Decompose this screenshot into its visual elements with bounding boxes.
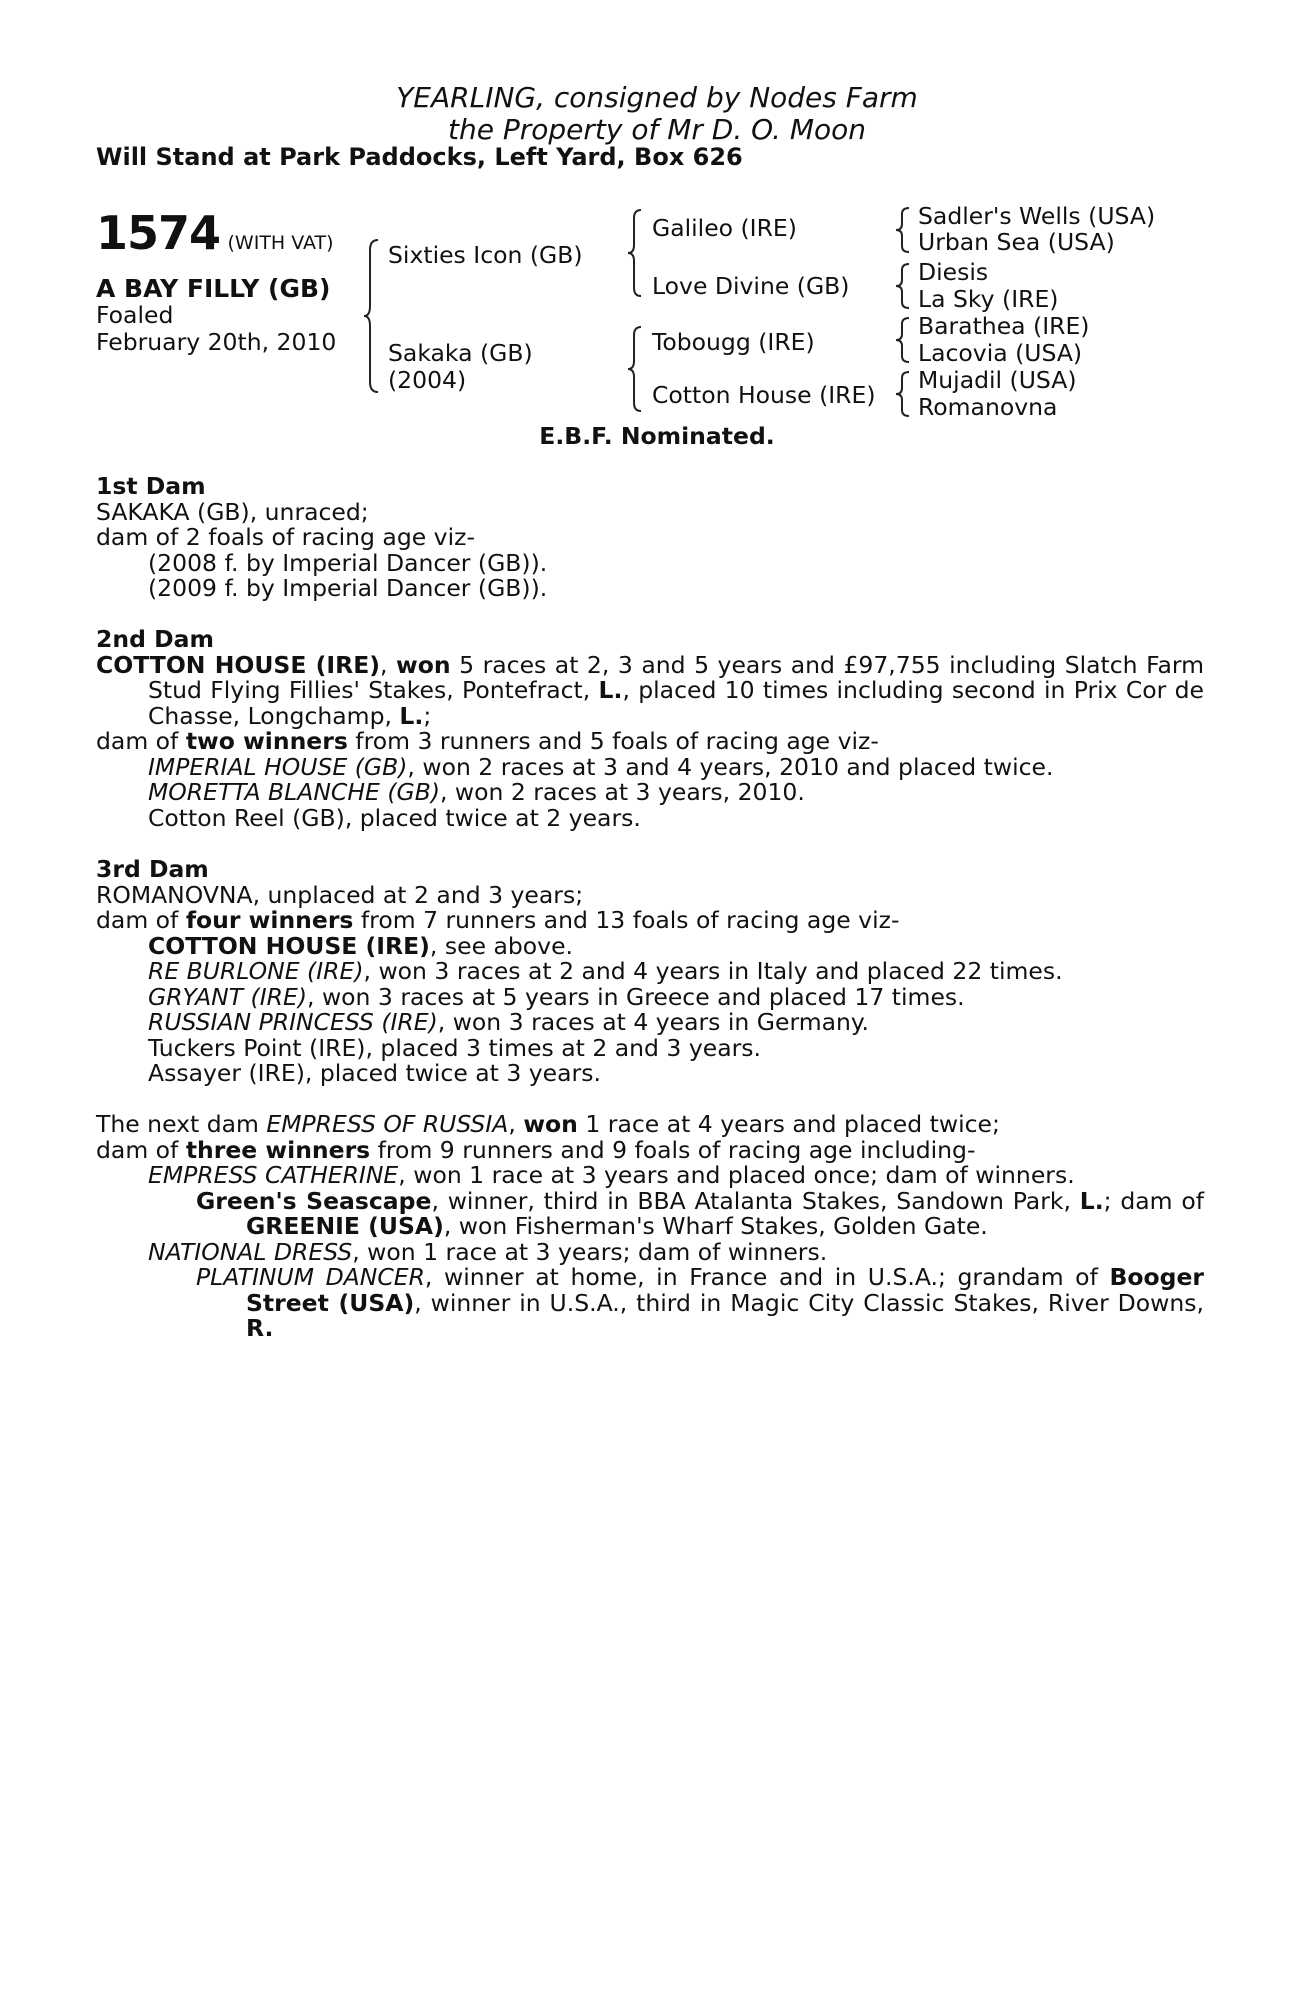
- dam-of-text: dam of: [96, 1135, 186, 1164]
- offspring-line: Cotton Reel (GB), placed twice at 2 years.: [148, 803, 641, 832]
- second-dam-text: 5 races at 2, 3 and 5 years and £97,755 including Slatch Farm Stud Flying Fillies' Stakes, Pontefract,: [148, 650, 1204, 704]
- third-dam-heading: 3rd Dam: [96, 855, 209, 883]
- offspring-line: [96, 982, 1204, 1011]
- offspring-name: RUSSIAN PRINCESS (IRE): [148, 1008, 438, 1036]
- second-dam-heading: 2nd Dam: [96, 625, 214, 653]
- offspring-text: , won 3 races at 2 and 4 years in Italy and placed 22 times.: [363, 957, 1063, 985]
- descendant-name: Green's Seascape: [196, 1186, 432, 1215]
- offspring-line: [96, 1163, 1204, 1189]
- second-dam-summary: COTTON HOUSE (IRE), won 5 races at 2, 3 and 5 years and £97,755 including Slatch Farm Stud Flying Fillies' Stakes, Pontefract, L., placed 10 times including second in Prix Cor de Chasse, Longchamp, L.;: [96, 650, 1204, 730]
- third-dam-dam-of: [96, 908, 1204, 934]
- descendant-name: Booger Street (USA): [246, 1263, 1205, 1317]
- second-dam-section: [96, 627, 1204, 831]
- pedigree-brace-2: [628, 208, 646, 298]
- winners-count: three winners: [185, 1135, 371, 1164]
- pedigree-brace-1: [364, 238, 384, 394]
- descendant-text: , won Fisherman's Wharf Stakes, Golden Gate.: [443, 1212, 988, 1240]
- pedigree-brace-5: [896, 262, 914, 310]
- second-dam-dam-of: [96, 729, 1204, 755]
- header-line-1: YEARLING, consigned by Nodes Farm: [396, 81, 918, 114]
- first-dam-line: dam of 2 foals of racing age viz-: [96, 523, 475, 551]
- offspring-text: , won 2 races at 3 and 4 years, 2010 and placed twice.: [407, 752, 1054, 781]
- restricted-badge: R.: [246, 1314, 274, 1342]
- offspring-name: GRYANT (IRE): [148, 982, 307, 1011]
- sire-sire: Galileo (IRE): [652, 214, 797, 242]
- offspring-line: [96, 959, 1204, 985]
- second-dam-name: COTTON HOUSE (IRE): [96, 650, 381, 679]
- offspring-text: , won 1 race at 3 years; dam of winners.: [352, 1237, 828, 1266]
- granddam-3: Lacovia (USA): [918, 339, 1083, 367]
- dam-of-text: from 9 runners and 9 foals of racing age including-: [370, 1135, 976, 1164]
- dam-of-text: dam of: [96, 727, 186, 755]
- first-dam-section: [96, 474, 1204, 602]
- offspring-line: [96, 1237, 1204, 1266]
- listed-badge: L.: [1079, 1186, 1104, 1215]
- won-label: won: [523, 1110, 578, 1138]
- lot-number-row: [96, 208, 334, 258]
- offspring-name: RE BURLONE (IRE): [148, 957, 364, 985]
- winners-count: two winners: [185, 727, 348, 755]
- offspring-name: COTTON HOUSE (IRE): [148, 931, 430, 960]
- won-label: won: [396, 650, 451, 679]
- offspring-line: Assayer (IRE), placed twice at 3 years.: [148, 1059, 601, 1087]
- dam-of-text: from 7 runners and 13 foals of racing age viz-: [353, 906, 900, 934]
- grandsire-3: Barathea (IRE): [918, 312, 1090, 340]
- pedigree-brace-4: [896, 206, 914, 254]
- lot-description: A BAY FILLY (GB): [96, 274, 331, 303]
- descendant-name: GREENIE (USA): [246, 1212, 444, 1240]
- grandsire-4: Mujadil (USA): [918, 366, 1077, 394]
- granddam-2: La Sky (IRE): [918, 285, 1059, 313]
- next-dam-text: 1 race at 4 years and placed twice;: [577, 1110, 1000, 1138]
- offspring-line: [96, 931, 1204, 960]
- offspring-name: EMPRESS CATHERINE: [148, 1161, 399, 1189]
- granddam-1: Urban Sea (USA): [918, 228, 1115, 256]
- third-dam-line: ROMANOVNA, unplaced at 2 and 3 years;: [96, 880, 584, 909]
- next-dam-dam-of: [96, 1135, 1204, 1164]
- dam-year: (2004): [388, 366, 467, 394]
- next-dam-text: ,: [508, 1110, 524, 1138]
- offspring-name: MORETTA BLANCHE (GB): [148, 778, 440, 806]
- dam-of-text: dam of: [96, 906, 186, 934]
- next-dam-text: The next dam: [96, 1110, 267, 1138]
- offspring-name: IMPERIAL HOUSE (GB): [148, 752, 408, 781]
- offspring-name: NATIONAL DRESS: [148, 1237, 353, 1266]
- dam-dam: Cotton House (IRE): [652, 381, 876, 409]
- second-dam-text: ;: [423, 701, 432, 730]
- dam-sire: Tobougg (IRE): [652, 328, 815, 356]
- next-dam-summary: [96, 1112, 1204, 1138]
- offspring-line: [96, 1010, 1204, 1036]
- descendant-name: PLATINUM DANCER: [196, 1263, 425, 1291]
- dam-name: Sakaka (GB): [388, 339, 533, 367]
- listed-badge: L.: [399, 701, 424, 730]
- second-dam-text: , placed 10 times including second in Prix Cor de Chasse, Longchamp,: [148, 676, 1204, 730]
- descendant-text: , winner at home, in France and in U.S.A.; grandam of: [424, 1263, 1110, 1291]
- vat-label: (WITH VAT): [227, 232, 334, 254]
- foaled-label: Foaled: [96, 301, 174, 329]
- first-dam-line: SAKAKA (GB), unraced;: [96, 497, 369, 526]
- descendant-line: [96, 1265, 1204, 1342]
- pedigree-brace-7: [896, 370, 914, 418]
- ebf-nominated: E.B.F. Nominated.: [539, 422, 775, 450]
- first-dam-foal: (2009 f. by Imperial Dancer (GB)).: [148, 574, 548, 602]
- header-line-3: Will Stand at Park Paddocks, Left Yard, Box 626: [96, 143, 743, 171]
- winners-count: four winners: [185, 906, 354, 934]
- next-dam-section: [96, 1112, 1204, 1342]
- header-line-2: the Property of Mr D. O. Moon: [447, 113, 867, 146]
- grandsire-2: Diesis: [918, 258, 989, 286]
- offspring-text: , won 3 races at 4 years in Germany.: [437, 1008, 869, 1036]
- descendant-text: , winner, third in BBA Atalanta Stakes, Sandown Park,: [431, 1186, 1080, 1215]
- descendant-text: , winner in U.S.A., third in Magic City Classic Stakes, River Downs,: [414, 1288, 1204, 1317]
- offspring-line: [96, 752, 1204, 781]
- next-dam-name: EMPRESS OF RUSSIA: [266, 1110, 509, 1138]
- offspring-text: , see above.: [429, 931, 574, 960]
- pedigree-brace-3: [628, 325, 646, 413]
- listed-badge: L.: [598, 676, 623, 704]
- first-dam-foal: (2008 f. by Imperial Dancer (GB)).: [148, 548, 548, 577]
- offspring-line: [96, 780, 1204, 806]
- first-dam-heading: 1st Dam: [96, 472, 206, 500]
- lot-number: 1574: [96, 206, 221, 260]
- offspring-text: , won 1 race at 3 years and placed once; dam of winners.: [398, 1161, 1075, 1189]
- third-dam-section: [96, 857, 1204, 1087]
- offspring-text: , won 2 races at 3 years, 2010.: [439, 778, 805, 806]
- offspring-line: Tuckers Point (IRE), placed 3 times at 2 and 3 years.: [148, 1033, 761, 1062]
- grandsire-1: Sadler's Wells (USA): [918, 202, 1156, 230]
- granddam-4: Romanovna: [918, 393, 1058, 421]
- foaled-date: February 20th, 2010: [96, 328, 337, 356]
- pedigree-brace-6: [896, 316, 914, 364]
- dam-of-text: from 3 runners and 5 foals of racing age viz-: [347, 727, 879, 755]
- descendant-text: ; dam of: [1103, 1186, 1205, 1215]
- descendant-line: [96, 1186, 1205, 1240]
- sire-name: Sixties Icon (GB): [388, 241, 583, 269]
- offspring-text: , won 3 races at 5 years in Greece and placed 17 times.: [307, 982, 965, 1011]
- sire-dam: Love Divine (GB): [652, 272, 850, 300]
